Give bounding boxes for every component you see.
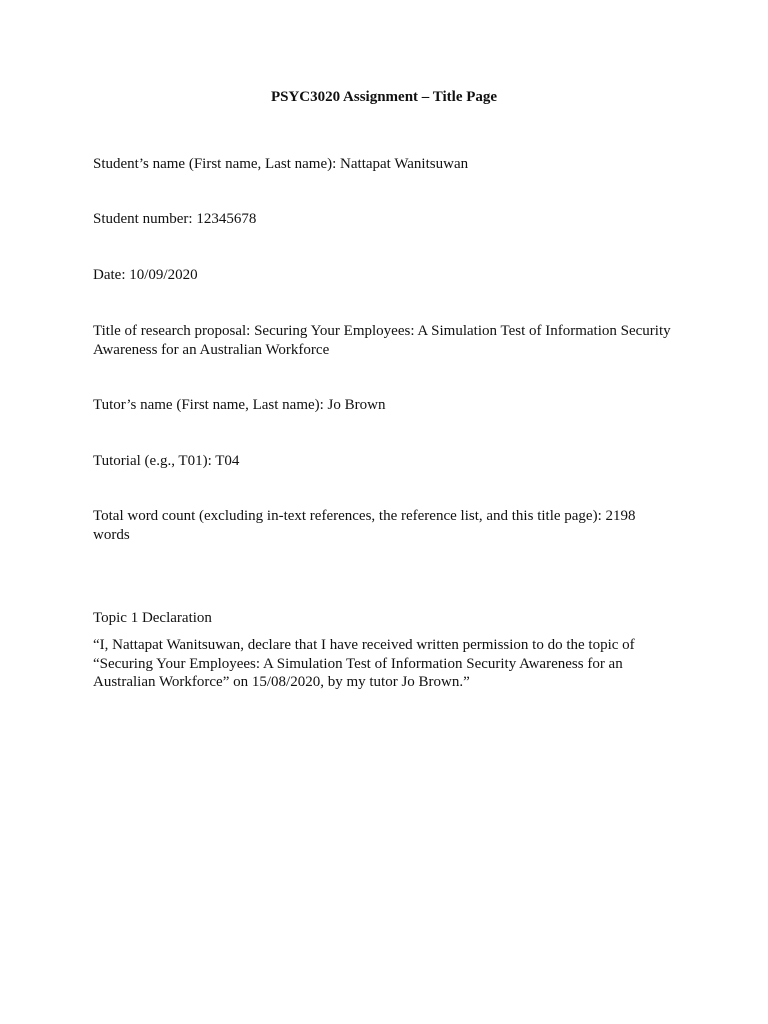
page-title: PSYC3020 Assignment – Title Page — [270, 89, 498, 105]
word-count-line: Total word count (excluding in-text references, the reference list, and this title page): 2198 words — [93, 508, 636, 543]
declaration-text: “I, Nattapat Wanitsuwan, declare that I have received written permission to do the topic of “Securing Your Employees: A Simulation Test of Information Security Awareness for an Australian Workforce” on 15/08/2020, by my tutor Jo Brown.” — [93, 637, 635, 690]
tutor-name-line: Tutor’s name (First name, Last name): Jo Brown — [93, 397, 386, 413]
research-proposal-title: Title of research proposal: Securing Your Employees: A Simulation Test of Information Security Awareness for an Australian Workforce — [93, 323, 671, 358]
date-line: Date: 10/09/2020 — [93, 267, 198, 283]
topic-declaration-heading: Topic 1 Declaration — [93, 610, 212, 626]
student-name-line: Student’s name (First name, Last name): Nattapat Wanitsuwan — [93, 156, 469, 172]
tutorial-line: Tutorial (e.g., T01): T04 — [93, 453, 240, 469]
student-number-line: Student number: 12345678 — [93, 211, 257, 227]
